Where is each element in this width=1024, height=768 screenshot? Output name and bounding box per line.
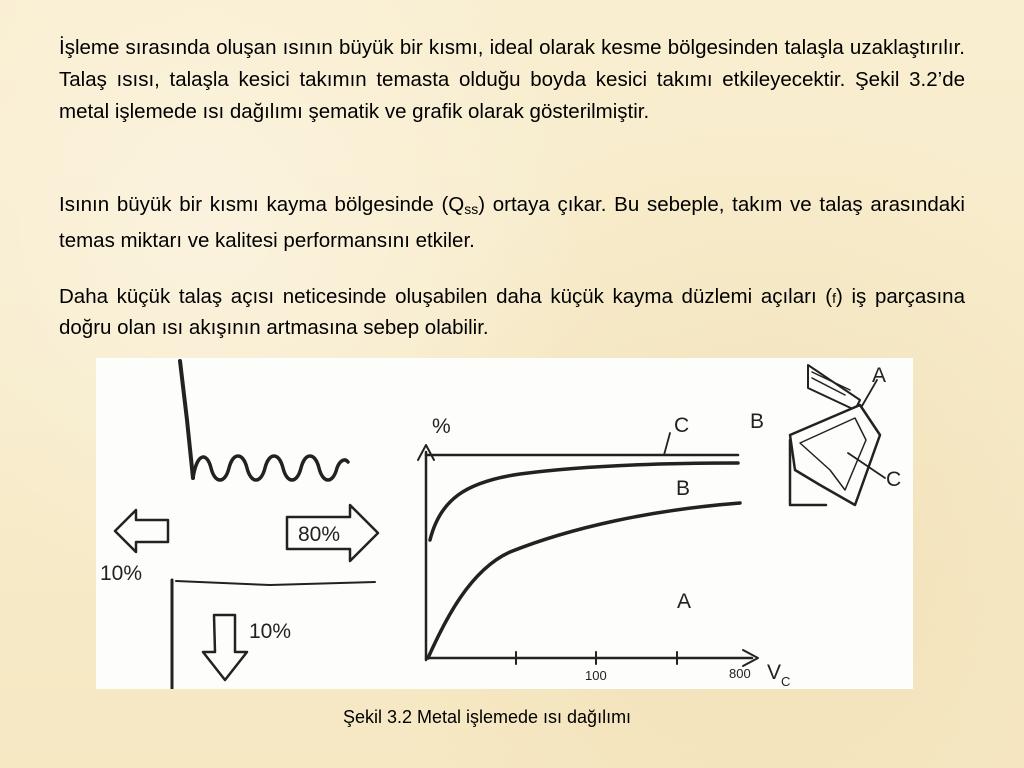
region-label-b: B	[676, 477, 691, 500]
tool-right-chip	[808, 365, 860, 410]
tool-right-body	[790, 405, 880, 505]
x-tick-label-100: 100	[585, 668, 607, 683]
down-arrow-label: 10%	[249, 620, 292, 643]
figure-caption	[0, 707, 1024, 728]
p2-text-before: Isının büyük bir kısmı kayma bölgesinde (Q	[59, 193, 465, 216]
p3-text-before: Daha küçük talaş açısı neticesinde oluşabilen daha küçük kayma düzlemi açıları (	[59, 285, 833, 308]
down-arrow-icon	[203, 615, 247, 680]
tool-outline	[180, 361, 193, 478]
figure-caption-text: Şekil 3.2 Metal işlemede ısı dağılımı	[342, 707, 632, 727]
leader-c	[664, 433, 670, 455]
p3-symbol-f: f	[832, 290, 837, 306]
chip-wave	[193, 456, 348, 480]
x-axis-subscript: C	[781, 674, 791, 689]
y-axis-label: %	[432, 415, 451, 438]
paragraph-shear-zone	[59, 189, 965, 257]
region-label-a: A	[677, 590, 692, 613]
curve-ba-boundary	[428, 503, 740, 658]
heat-distribution-figure	[96, 358, 913, 689]
paragraph-rake-angle	[59, 282, 965, 343]
left-arrow-icon	[115, 510, 168, 552]
p3-text-after: ) iş parçasına doğru olan ısı akışının artmasına sebep olabilir.	[59, 285, 965, 339]
tool-label-b: B	[750, 410, 765, 433]
tool-label-c: C	[886, 468, 902, 491]
right-arrow-label: 80%	[298, 523, 341, 546]
region-label-c: C	[674, 414, 690, 437]
workpiece-top	[176, 581, 375, 585]
x-axis-label: V	[767, 661, 782, 684]
p2-text-after: ) ortaya çıkar. Bu sebeple, takım ve talaş arasındaki temas miktarı ve kalitesi performansını etkiler.	[59, 193, 965, 252]
left-arrow-label: 10%	[100, 562, 143, 585]
tool-label-a: A	[872, 364, 887, 387]
x-tick-label-800: 800	[729, 666, 751, 681]
p2-subscript: ss	[464, 201, 479, 217]
paragraph-heat-removal: İşleme sırasında oluşan ısının büyük bir kısmı, ideal olarak kesme bölgesinden talaşla uzaklaştırılır. Talaş ısısı, talaşla kesici takımın temasta olduğu boyda kesici takımı etkileyecektir. Şekil 3.2’de metal işlemede ısı dağılımı şematik ve grafik olarak gösterilmiştir.	[59, 36, 965, 123]
